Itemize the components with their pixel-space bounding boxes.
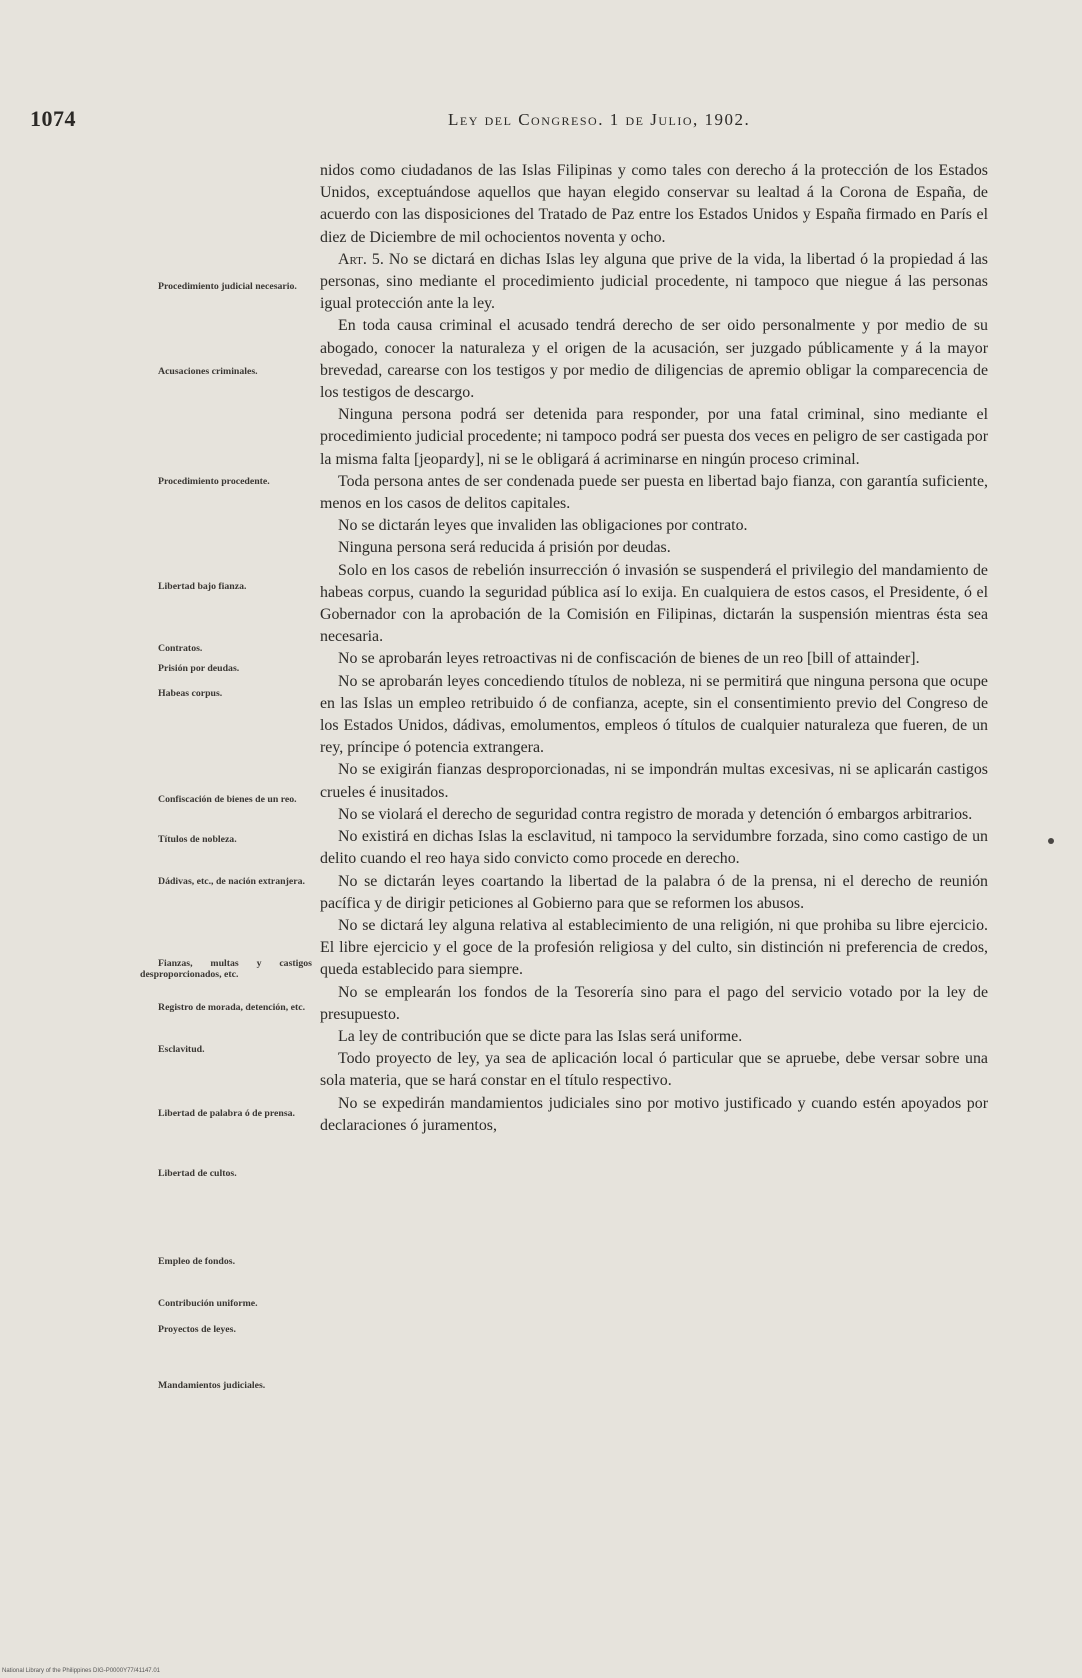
paragraph: Ninguna persona podrá ser detenida para responder, por una fatal criminal, sino mediante el procedimiento judicial procedente; ni tampoco podrá ser puesta dos veces en peligro de ser castigada por la misma falta [jeopardy], ni se le obligará á acriminarse en ningún proceso criminal. <box>320 406 988 468</box>
margin-note: Confiscación de bienes de un reo. <box>158 794 297 805</box>
margin-note: Registro de morada, detención, etc. <box>158 1002 306 1013</box>
margin-note: Contribución uniforme. <box>158 1298 258 1309</box>
margin-note: Libertad de cultos. <box>158 1168 237 1179</box>
margin-note: Dádivas, etc., de nación extranjera. <box>158 876 305 887</box>
paragraph: No se dictarán leyes que invaliden las obligaciones por contrato. <box>338 517 748 535</box>
page-number: 1074 <box>30 106 76 131</box>
margin-note: Contratos. <box>158 643 203 654</box>
scan-footer: National Library of the Philippines DIG-P0000Y77/41147.01 <box>2 1668 160 1674</box>
paragraph-text: No se dictará en dichas Islas ley alguna que prive de la vida, la libertad ó la propiedad á las personas, sino mediante el procedimiento judicial procedente, ni tampoco que niegue á las personas igual protección ante la ley. <box>320 250 988 313</box>
paragraph: No se dictarán leyes coartando la libertad de la palabra ó de la prensa, ni el derecho de reunión pacífica y de dirigir peticiones al Gobierno para que se reformen los abusos. <box>320 872 988 912</box>
article-label: Art. 5. <box>338 250 384 268</box>
margin-note: Prisión por deudas. <box>158 663 240 674</box>
margin-note: Empleo de fondos. <box>158 1256 236 1267</box>
paragraph <box>320 249 988 316</box>
margin-note: Mandamientos judiciales. <box>158 1380 266 1391</box>
paragraph: No se aprobarán leyes concediendo títulos de nobleza, ni se permitirá que ninguna persona que ocupe en las Islas un empleo retribuido ó de confianza, acepte, sin el consentimiento previo del Congreso de los Estados Unidos, dádivas, emolumentos, empleos ó títulos de cualquier naturaleza que fueren, de un rey, príncipe ó potencia extrangera. <box>320 672 988 757</box>
paragraph: Solo en los casos de rebelión insurrección ó invasión se suspenderá el privilegio del mandamiento de habeas corpus, cuando la seguridad pública así lo exija. En cualquiera de estos casos, el Presidente, ó el Gobernador con la aprobación de la Comisión en Filipinas, dictarán la suspensión mientras ésta sea necesaria. <box>320 561 988 646</box>
paragraph: No existirá en dichas Islas la esclavitud, ni tampoco la servidumbre forzada, sino como castigo de un delito cuando el reo haya sido convicto como procede en derecho. <box>320 828 988 868</box>
paragraph: No se exigirán fianzas desproporcionadas, ni se impondrán multas excesivas, ni se aplicarán castigos crueles é inusitados. <box>320 761 988 801</box>
paragraph: nidos como ciudadanos de las Islas Filipinas y como tales con derecho á la protección de los Estados Unidos, exceptuándose aquellos que hayan elegido conservar su lealtad á la Corona de España, de acuerdo con las disposiciones del Tratado de Paz entre los Estados Unidos y España firmado en París el diez de Diciembre de mil ochocientos noventa y ocho. <box>320 162 988 246</box>
paragraph: Ninguna persona será reducida á prisión por deudas. <box>338 539 671 557</box>
paragraph: Todo proyecto de ley, ya sea de aplicación local ó particular que se apruebe, debe versar sobre una sola materia, que se hará constar en el título respectivo. <box>320 1050 988 1090</box>
paragraph: No se violará el derecho de seguridad contra registro de morada y detención ó embargos arbitrarios. <box>338 805 973 823</box>
paragraph: No se aprobarán leyes retroactivas ni de confiscación de bienes de un reo [bill of attainder]. <box>338 650 920 668</box>
paragraph: La ley de contribución que se dicte para las Islas será uniforme. <box>338 1027 743 1045</box>
body-text <box>320 160 988 1137</box>
margin-note: Proyectos de leyes. <box>158 1324 236 1335</box>
running-head: Ley del Congreso. 1 de Julio, 1902. <box>448 110 751 129</box>
margin-note: Títulos de nobleza. <box>158 834 237 845</box>
margin-note: Habeas corpus. <box>158 688 223 699</box>
margin-note: Libertad bajo fianza. <box>158 581 247 592</box>
margin-note: Acusaciones criminales. <box>158 366 258 377</box>
margin-note: Procedimiento judicial necesario. <box>158 281 297 292</box>
margin-note: Esclavitud. <box>158 1044 205 1055</box>
margin-note: Procedimiento procedente. <box>158 476 270 487</box>
margin-note: Libertad de palabra ó de prensa. <box>158 1108 295 1119</box>
ink-speck <box>1048 838 1054 844</box>
paragraph: No se dictará ley alguna relativa al establecimiento de una religión, ni que prohiba su libre ejercicio. El libre ejercicio y el goce de la profesión religiosa y del culto, sin distinción ni preferencia de credos, queda establecido para siempre. <box>320 916 988 979</box>
paragraph: Toda persona antes de ser condenada puede ser puesta en libertad bajo fianza, con garantía suficiente, menos en los casos de delitos capitales. <box>320 472 988 513</box>
paragraph: No se emplearán los fondos de la Tesorería sino para el pago del servicio votado por la ley de presupuesto. <box>320 983 988 1023</box>
margin-note: Fianzas, multas y castigos desproporcionados, etc. <box>140 958 312 980</box>
paragraph: No se expedirán mandamientos judiciales sino por motivo justificado y cuando estén apoyados por declaraciones ó juramentos, <box>320 1094 988 1134</box>
paragraph: En toda causa criminal el acusado tendrá derecho de ser oido personalmente y por medio de su abogado, conocer la naturaleza y el origen de la acusación, ser juzgado públicamente y á la mayor brevedad, carearse con los testigos y por medio de diligencias de apremio obligar la comparecencia de los testigos de descargo. <box>320 317 988 402</box>
